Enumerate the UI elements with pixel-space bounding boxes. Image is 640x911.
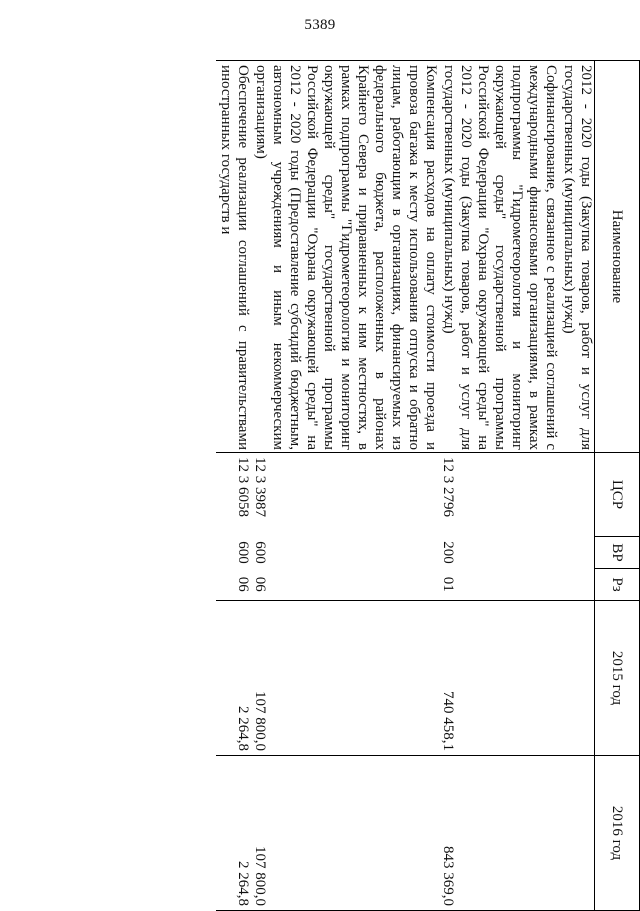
table-header-row bbox=[595, 61, 640, 911]
row-value-2015: 740 458,1 bbox=[439, 601, 559, 756]
row-vr: 600 bbox=[235, 541, 251, 564]
row-csr: 12 3 2796 bbox=[440, 457, 456, 517]
table-row bbox=[216, 61, 251, 911]
header-csr: ЦСР bbox=[595, 453, 640, 537]
rotated-page-content bbox=[100, 60, 640, 910]
header-rz: Рз bbox=[595, 569, 640, 601]
row-name: Компенсация расходов на оплату стоимости проезда и провоза багажа к месту использования отпуска и обратно лицам, работающим в организациях, финансируемых из федерального бюджета, расположенных в районах Крайнего Севера и приравненных к ним местностях, в рамках подпрограммы "Гидрометеорология и мониторинг окружающей среды" государственной программы Российской Федерации "Охрана окружающей среды" на 2012 - 2020 годы (Предоставление субсидий бюджетным, автономным учреждениям и иным некоммерческим организациям) bbox=[251, 61, 439, 453]
row-name: 2012 - 2020 годы (Закупка товаров, работ и услуг для государственных (муниципальных) нужд) bbox=[559, 61, 595, 453]
row-name: Обеспечение реализации соглашений с правительствами иностранных государств и bbox=[216, 61, 251, 453]
budget-table bbox=[216, 60, 640, 911]
row-value-2016: 107 800,0 bbox=[251, 756, 439, 911]
row-value-2015 bbox=[559, 601, 595, 756]
row-rz bbox=[559, 569, 595, 601]
page-number: 5389 bbox=[304, 17, 336, 33]
row-vr: 600 bbox=[252, 541, 268, 564]
row-value-2016: 843 369,0 bbox=[439, 756, 559, 911]
row-rz: 06 bbox=[252, 576, 268, 592]
row-csr: 12 3 6058 bbox=[235, 457, 251, 517]
row-csr: 12 3 3987 bbox=[252, 457, 268, 517]
row-value-2015: 107 800,0 bbox=[251, 601, 439, 756]
header-2015: 2015 год bbox=[595, 601, 640, 756]
table-row bbox=[559, 61, 595, 911]
header-name: Наименование bbox=[595, 61, 640, 453]
header-2016: 2016 год bbox=[595, 756, 640, 911]
table-row bbox=[439, 61, 559, 911]
table-row bbox=[251, 61, 439, 911]
row-name: Софинансирование, связанное с реализацией соглашений с международными финансовыми организациями, в рамках подпрограммы "Гидрометеорология и мониторинг окружающей среды" государственной программы Российской Федерации "Охрана окружающей среды" на 2012 - 2020 годы (Закупка товаров, работ и услуг для государственных (муниципальных) нужд) bbox=[439, 61, 559, 453]
row-csr bbox=[559, 453, 595, 537]
header-vr: ВР bbox=[595, 537, 640, 569]
row-rz: 01 bbox=[440, 576, 456, 592]
row-value-2016 bbox=[559, 756, 595, 911]
row-rz: 06 bbox=[235, 576, 251, 592]
row-vr bbox=[559, 537, 595, 569]
row-vr: 200 bbox=[440, 541, 456, 564]
row-value-2016: 2 264,8 bbox=[216, 756, 251, 911]
row-value-2015: 2 264,8 bbox=[216, 601, 251, 756]
